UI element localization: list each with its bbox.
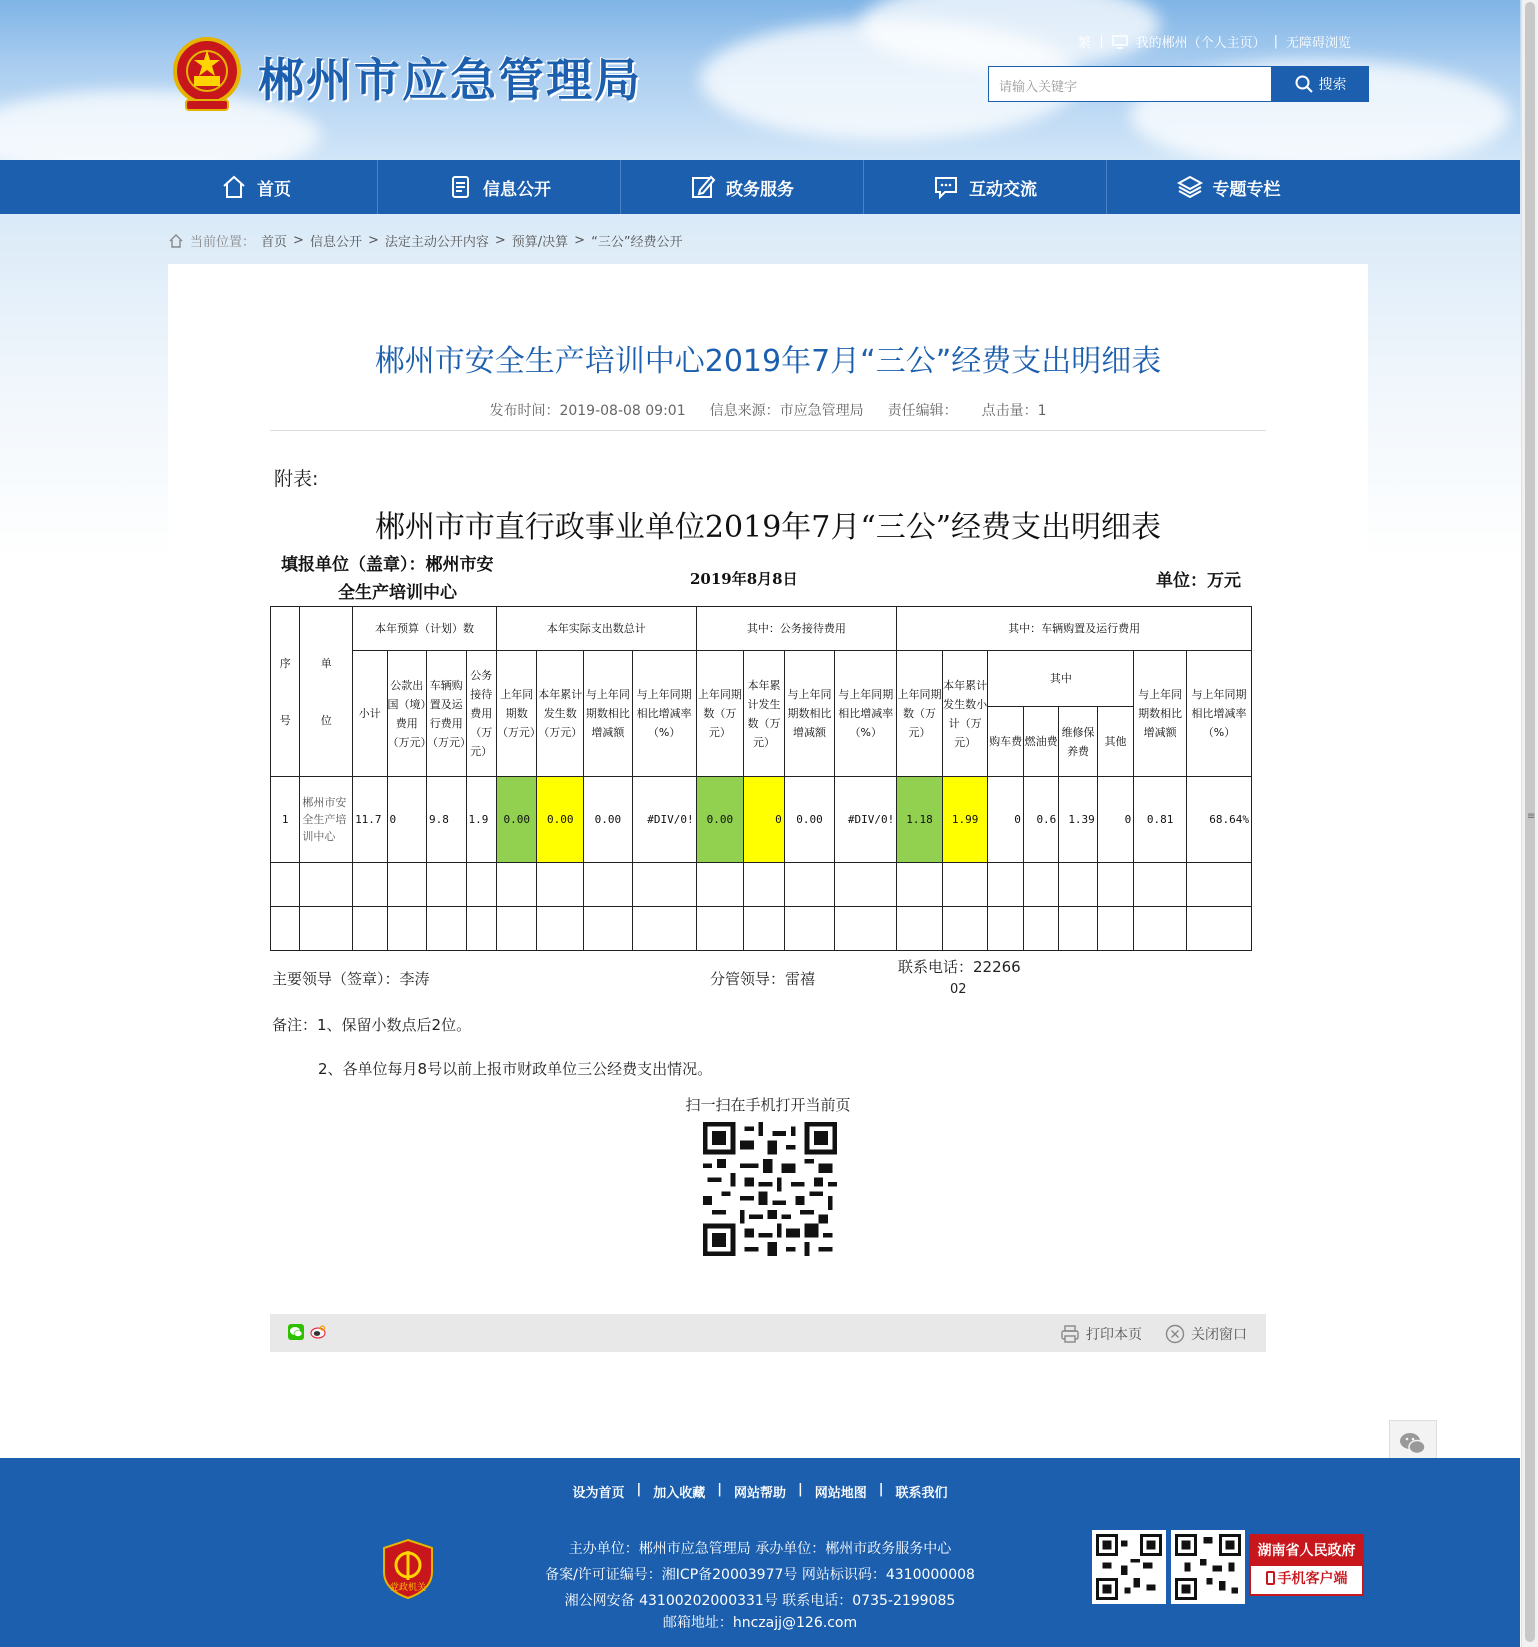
header-cumulative: 本年累计发生数（万元） [537,651,584,777]
footer-qr-code-2 [1171,1530,1245,1604]
contact-phone-line2: 02 [950,982,967,997]
scan-hint: 扫一扫在手机打开当前页 [685,1096,851,1114]
cell-v-diff: 0.81 [1134,777,1187,863]
header-v-last-year: 上年同期数（万元） [897,651,943,777]
contact-phone-line1: 联系电话：22266 [898,958,1021,976]
breadcrumb-sep: > [293,233,304,248]
site-title: 郴州市应急管理局 [258,53,642,107]
monitor-icon [1112,35,1128,49]
breadcrumb [168,231,683,250]
header-r-rate: 与上年同期相比增减率（%） [835,651,897,777]
printer-icon [1060,1324,1080,1344]
cell-diff: 0.00 [584,777,633,863]
cell-abroad: 0 [387,777,427,863]
header-v-repair: 维修保养费 [1059,707,1098,777]
header-last-year: 上年同期数（万元） [496,651,537,777]
phone-icon [1266,1571,1275,1585]
breadcrumb-sep: > [367,233,379,248]
footer-police: 湘公网安备 43100202000331号 联系电话：0735-2199085 [564,1593,956,1609]
scrollbar-thumb[interactable] [1525,2,1535,1642]
close-window-button[interactable] [1165,1324,1247,1344]
app-badge-title: 湖南省人民政府 [1251,1536,1362,1566]
cell-v-fuel: 0.6 [1023,777,1058,863]
cell-v-cumulative: 1.99 [942,777,988,863]
header-seq: 序 号 [271,607,300,777]
header-r-diff: 与上年同期数相比增减额 [784,651,835,777]
footer-link-sitemap[interactable]: 网站地图 [814,1486,867,1501]
cell-v-repair: 1.39 [1059,777,1098,863]
cell-r-rate: #DIV/0! [835,777,897,863]
cell-subtotal: 11.7 [353,777,387,863]
breadcrumb-item-sangong[interactable]: “三公”经费公开 [591,235,683,250]
cell-v-buy: 0 [988,777,1023,863]
header-r-cumulative: 本年累计发生数（万元） [744,651,785,777]
wechat-share-icon[interactable] [288,1324,304,1340]
hunan-gov-app-badge[interactable] [1249,1534,1364,1596]
cell-rate: #DIV/0! [632,777,696,863]
currency-unit: 单位：万元 [1156,571,1241,591]
header-v-cumulative: 本年累计发生数小计（万元） [942,651,988,777]
home-icon [221,174,247,200]
article-title: 郴州市安全生产培训中心2019年7月“三公”经费支出明细表 [374,344,1162,379]
nav-label: 首页 [257,179,291,200]
article-panel [168,264,1368,1374]
attachment-label: 附表: [274,468,319,490]
footer-link-set-home[interactable]: 设为首页 [572,1486,625,1501]
layers-icon [1177,174,1203,200]
home-icon [168,233,184,249]
search-input[interactable]: 请输入关键字 [988,66,1272,102]
footer-host: 主办单位：郴州市应急管理局 承办单位：郴州市政务服务中心 [568,1541,952,1557]
search-icon [1295,75,1313,93]
close-label: 关闭窗口 [1191,1327,1247,1343]
print-label: 打印本页 [1086,1327,1142,1343]
app-badge-subtitle: 手机客户端 [1251,1566,1362,1592]
search-button-label: 搜索 [1318,77,1347,93]
breadcrumb-sep: > [574,233,586,248]
filler-unit-line1: 填报单位（盖章）：郴州市安 [281,555,494,575]
cell-r-diff: 0.00 [784,777,835,863]
divider [270,430,1266,431]
footer-qr-code-1 [1092,1530,1166,1604]
breadcrumb-label: 当前位置： [190,235,256,250]
editor: 责任编辑： [887,403,958,419]
cell-last-year: 0.00 [496,777,537,863]
nav-label: 专题专栏 [1212,179,1281,200]
main-nav [0,160,1520,214]
party-badge-text: 党政机关 [389,1583,426,1593]
footer-email: 邮箱地址：hnczajj@126.com [662,1615,858,1631]
cell-vehicle-budget: 9.8 [427,777,467,863]
my-chenzhou-link[interactable]: 我的郴州（个人主页） [1135,36,1266,51]
site-header [0,0,1520,160]
table-row-empty [271,907,1252,951]
header-v-rate: 与上年同期相比增减率（%） [1186,651,1251,777]
nav-label: 政务服务 [726,179,794,200]
nav-label: 互动交流 [969,179,1037,200]
group-reception: 其中：公务接待费用 [696,607,897,651]
nav-item-info-public[interactable] [378,160,621,214]
header-v-other: 其他 [1097,707,1133,777]
chat-icon [933,174,959,200]
breadcrumb-item-budget[interactable]: 预算/决算 [511,235,569,250]
traditional-chinese-link[interactable]: 繁 [1078,36,1092,51]
cell-v-rate: 68.64% [1186,777,1251,863]
nav-item-home[interactable] [135,160,378,214]
note-1: 备注：1、保留小数点后2位。 [272,1016,472,1034]
filler-unit-line2: 全生产培训中心 [338,583,457,603]
header-v-fuel: 燃油费 [1023,707,1058,777]
cell-reception-budget: 1.9 [466,777,496,863]
group-actual: 本年实际支出数总计 [496,607,696,651]
page-qr-code [703,1122,837,1256]
cell-r-last-year: 0.00 [696,777,744,863]
accessibility-link[interactable]: 无障碍浏览 [1285,36,1351,51]
article-meta [168,400,1368,420]
nav-item-interaction[interactable] [864,160,1107,214]
breadcrumb-item-info[interactable]: 信息公开 [309,235,362,250]
publish-time: 发布时间：2019-08-08 09:01 [489,403,686,419]
leader-signature: 主要领导（签章）：李涛 [272,970,430,988]
close-icon [1165,1324,1185,1344]
footer-link-favorite[interactable]: 加入收藏 [653,1486,706,1501]
search-button[interactable] [1272,66,1369,102]
breadcrumb-sep: > [494,233,506,248]
document-icon [447,174,473,200]
group-vehicle: 其中：车辆购置及运行费用 [897,607,1252,651]
footer-link-contact[interactable]: 联系我们 [895,1486,948,1501]
edit-icon [690,174,716,200]
table-row-empty [271,863,1252,907]
footer-link-help[interactable]: 网站帮助 [733,1486,786,1501]
group-budget: 本年预算（计划）数 [353,607,497,651]
header-diff: 与上年同期数相比增减额 [584,651,633,777]
report-date: 2019年8月8日 [690,570,798,588]
cell-r-cumulative: 0 [744,777,785,863]
cell-unit: 郴州市安全生产培训中心 [300,777,353,863]
national-emblem-icon [172,36,242,112]
document-title: 郴州市市直行政事业单位2019年7月“三公”经费支出明细表 [374,510,1162,545]
footer-links: 设为首页 | 加入收藏 | 网站帮助 | 网站地图 | 联系我们 [572,1482,948,1501]
note-2: 2、各单位每月8号以前上报市财政单位三公经费支出情况。 [318,1060,713,1078]
breadcrumb-item-legal[interactable]: 法定主动公开内容 [384,235,489,250]
top-links: 繁 | 我的郴州（个人主页） | 无障碍浏览 [1078,34,1351,51]
header-v-diff: 与上年同期数相比增减额 [1134,651,1187,777]
info-source: 信息来源：市应急管理局 [709,403,864,419]
hit-count: 点击量：1 [981,403,1047,419]
header-rate: 与上年同期相比增减率（%） [632,651,696,777]
cell-seq: 1 [271,777,300,863]
header-r-last-year: 上年同期数（万元） [696,651,744,777]
nav-item-topics[interactable] [1107,160,1350,214]
page-scrollbar[interactable] [1521,0,1538,1647]
scrollbar-grip: ≡ [1527,811,1536,822]
breadcrumb-item-home[interactable]: 首页 [261,235,288,250]
header-vehicle-budget: 车辆购置及运行费用（万元） [427,651,467,777]
weibo-share-icon[interactable] [310,1324,326,1340]
header-unit: 单 位 [300,607,353,777]
header-abroad: 公款出国（境）费用（万元） [387,651,427,777]
deputy-leader: 分管领导：雷禧 [710,970,816,988]
share-icons [288,1324,326,1340]
nav-item-services[interactable] [621,160,864,214]
header-subtotal: 小计 [353,651,387,777]
expense-table [270,606,1252,951]
header-v-buy: 购车费 [988,707,1023,777]
share-bar [270,1314,1266,1352]
footer-icp: 备案/许可证编号：湘ICP备20003977号 网站标识码：4310000008 [545,1567,975,1583]
site-footer [0,1458,1520,1647]
header-reception-budget: 公务接待费用（万元） [466,651,496,777]
nav-label: 信息公开 [483,179,551,200]
cell-cumulative: 0.00 [537,777,584,863]
wechat-icon [1398,1429,1428,1459]
header-v-among: 其中 [988,651,1134,707]
print-button[interactable] [1060,1324,1142,1344]
cell-v-other: 0 [1097,777,1133,863]
cell-v-last-year: 1.18 [897,777,943,863]
table-row [271,777,1252,863]
